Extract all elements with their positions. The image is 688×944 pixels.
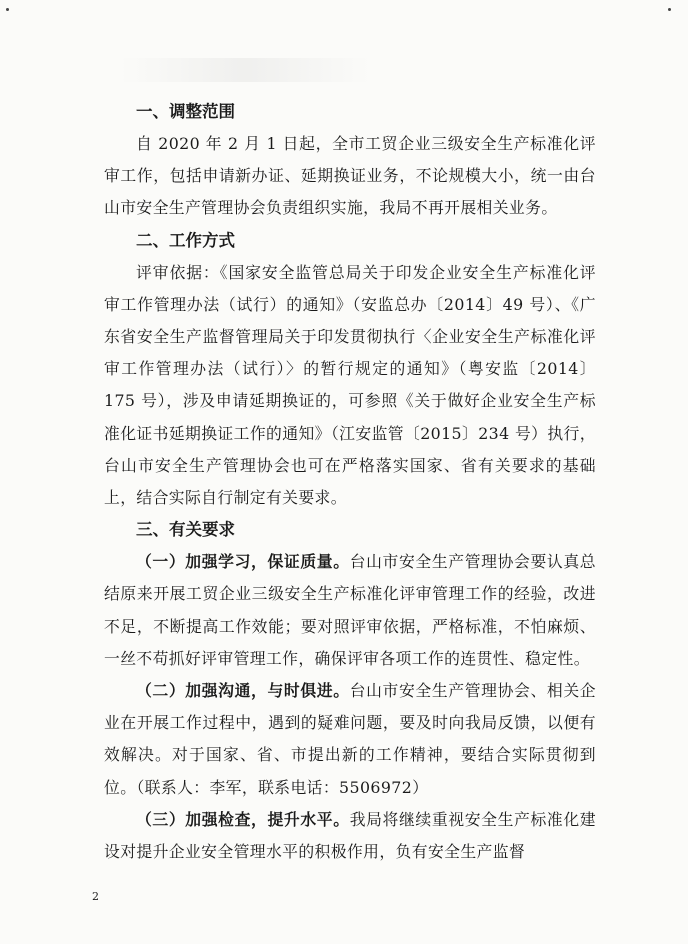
scan-mark-left [6,8,9,11]
section-heading-method: 二、工作方式 [136,230,235,250]
paragraph-requirement-2 [104,675,596,804]
paragraph-text: 我局将继续重视安全生产标准化建设对提升企业安全管理水平的积极作用，负有安全生产监督 [104,809,596,862]
paragraph-lead: （三）加强检查，提升水平。 [136,809,350,829]
scan-smudge [120,58,370,82]
page-number: 2 [92,890,99,903]
document-body [104,96,596,868]
paragraph-lead: （二）加强沟通，与时俱进。 [136,681,350,701]
paragraph-scope [104,128,596,225]
paragraph-lead: （一）加强学习，保证质量。 [136,552,350,572]
scan-mark-right [668,8,671,11]
paragraph-text: 评审依据：《国家安全监管总局关于印发企业安全生产标准化评审工作管理办法（试行）的通知》（安监总办〔2014〕49 号）、《广东省安全生产监督管理局关于印发贯彻执行〈企业安全生产标准化评审工作管理办法（试行）〉的暂行规定的通知》（粤安监〔2014〕175 号），涉及申请延期换证的，可参照《关于做好企业安全生产标准化证书延期换证工作的通知》（江安监管〔2015〕234 号）执行，台山市安全生产管理协会也可在严格落实国家、省有关要求的基础上，结合实际自行制定有关要求。 [104,262,596,508]
paragraph-text: 台山市安全生产管理协会、相关企业在开展工作过程中，遇到的疑难问题，要及时向我局反馈，以便有效解决。对于国家、省、市提出新的工作精神，要结合实际贯彻到位。（联系人：李军，联系电话：5506972） [104,681,596,797]
paragraph-text: 自 2020 年 2 月 1 日起，全市工贸企业三级安全生产标准化评审工作，包括申请新办证、延期换证业务，不论规模大小，统一由台山市安全生产管理协会负责组织实施，我局不再开展相关业务。 [104,134,596,218]
paragraph-requirement-3 [104,804,596,868]
section-heading-requirements: 三、有关要求 [136,520,235,540]
paragraph-method [104,257,596,515]
section-heading-scope: 一、调整范围 [136,102,235,121]
paragraph-requirement-1 [104,546,596,675]
paragraph-text: 台山市安全生产管理协会要认真总结原来开展工贸企业三级安全生产标准化评审管理工作的经验，改进不足，不断提高工作效能；要对照评审依据，严格标准，不怕麻烦、一丝不苟抓好评审管理工作，确保评审各项工作的连贯性、稳定性。 [104,552,596,668]
